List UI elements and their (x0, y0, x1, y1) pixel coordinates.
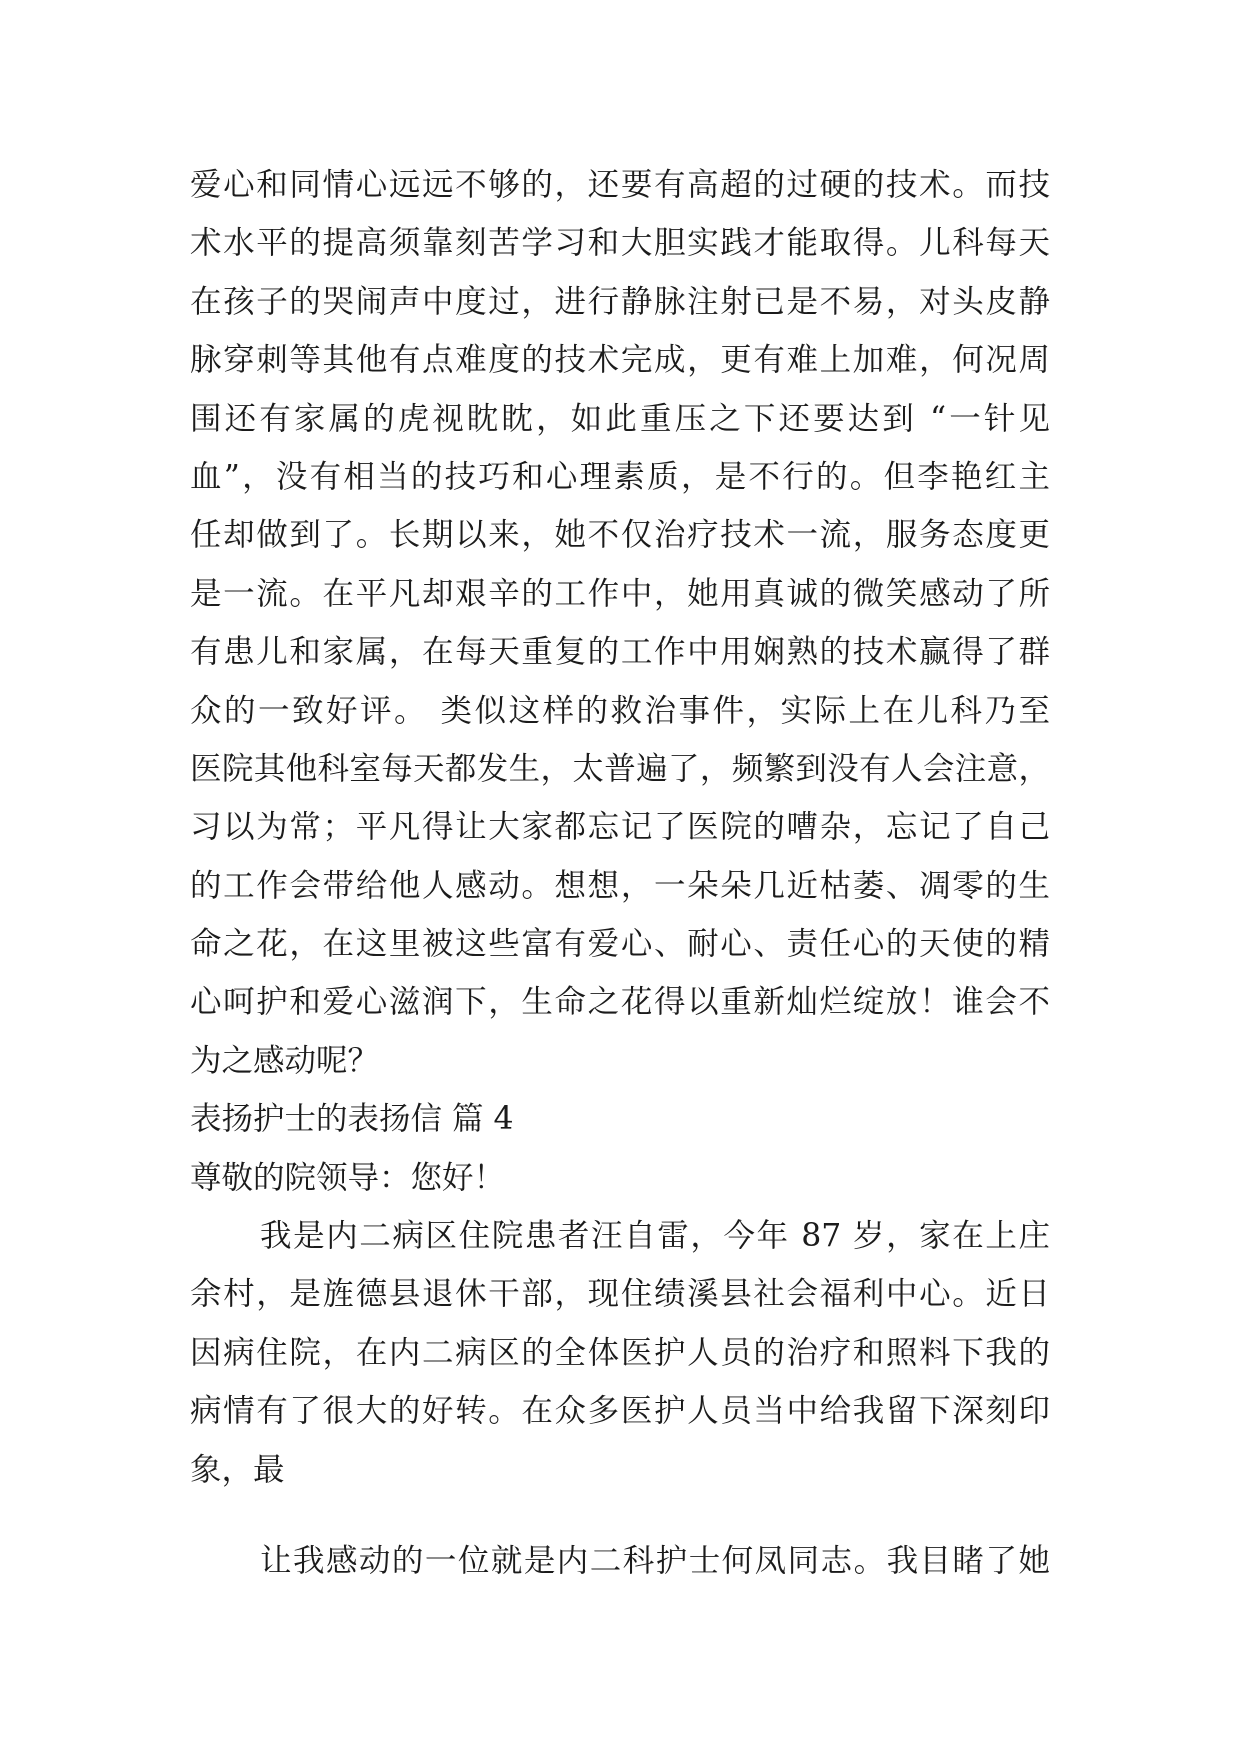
text-line: 让我感动的一位就是内二科护士何凤同志。我目睹了她 (260, 1542, 1050, 1579)
text-line: 有患儿和家属，在每天重复的工作中用娴熟的技术赢得了群 (190, 634, 1050, 671)
salutation: 尊敬的院领导：您好！ (190, 1159, 506, 1196)
text-line: 爱心和同情心远远不够的，还要有高超的过硬的技术。而技 (190, 167, 1050, 203)
text-line: 在孩子的哭闹声中度过，进行静脉注射已是不易，对头皮静 (190, 283, 1050, 320)
text-line: 术水平的提高须靠刻苦学习和大胆实践才能取得。儿科每天 (190, 225, 1050, 262)
text-line: 的工作会带给他人感动。想想，一朵朵几近枯萎、凋零的生 (190, 867, 1050, 904)
text-line: 脉穿刺等其他有点难度的技术完成，更有难上加难，何况周 (190, 342, 1050, 379)
text-line: 围还有家属的虎视眈眈，如此重压之下还要达到 “一针见 (190, 400, 1050, 437)
document-body (190, 156, 1050, 1590)
text-line: 象，最 (190, 1451, 285, 1488)
text-line: 血”，没有相当的技巧和心理素质，是不行的。但李艳红主 (190, 458, 1050, 495)
text-line: 为之感动呢？ (190, 1042, 380, 1079)
text-line: 医院其他科室每天都发生，太普遍了，频繁到没有人会注意， (190, 750, 1050, 787)
text-line: 命之花，在这里被这些富有爱心、耐心、责任心的天使的精 (190, 926, 1050, 963)
text-line: 心呵护和爱心滋润下，生命之花得以重新灿烂绽放！谁会不 (190, 984, 1050, 1021)
text-line: 余村，是旌德县退休干部，现住绩溪县社会福利中心。近日 (190, 1276, 1050, 1313)
text-line: 众的一致好评。 类似这样的救治事件，实际上在儿科乃至 (190, 692, 1050, 729)
text-line: 任却做到了。长期以来，她不仅治疗技术一流，服务态度更 (190, 517, 1050, 554)
text-line: 我是内二病区住院患者汪自雷，今年 87 岁，家在上庄 (260, 1218, 1050, 1255)
text-line: 是一流。在平凡却艰辛的工作中，她用真诚的微笑感动了所 (190, 575, 1050, 612)
text-line: 病情有了很大的好转。在众多医护人员当中给我留下深刻印 (190, 1393, 1050, 1430)
text-line: 因病住院，在内二病区的全体医护人员的治疗和照料下我的 (190, 1334, 1050, 1371)
text-line: 习以为常；平凡得让大家都忘记了医院的嘈杂，忘记了自己 (190, 809, 1050, 846)
section-heading: 表扬护士的表扬信 篇 4 (190, 1101, 514, 1138)
